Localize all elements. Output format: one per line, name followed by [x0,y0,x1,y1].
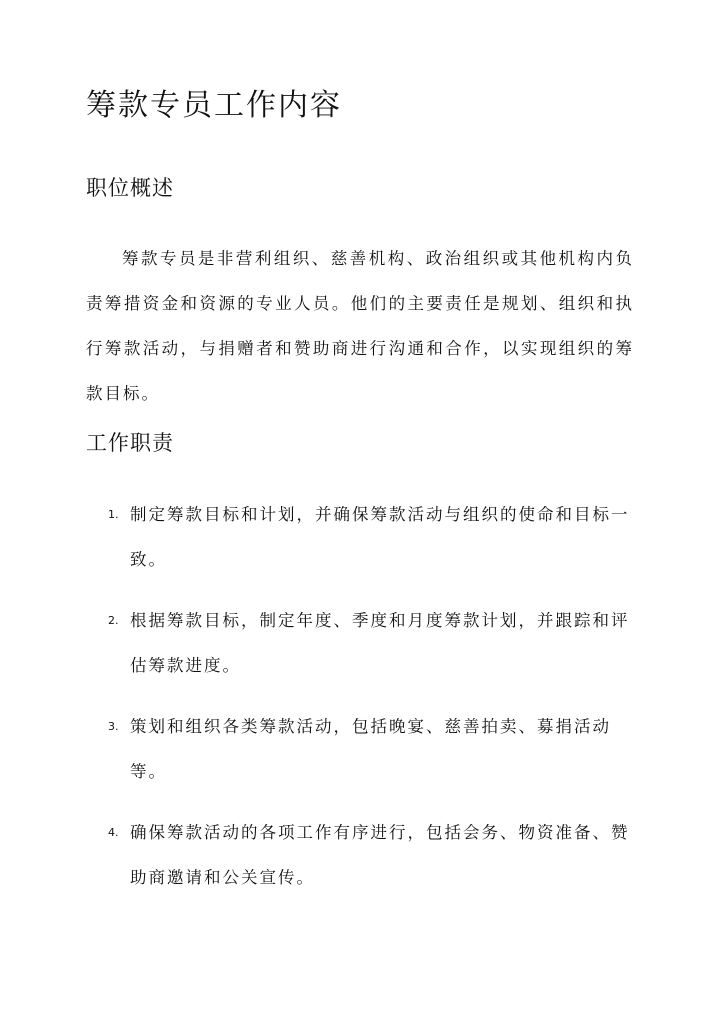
duty-text: 根据筹款目标，制定年度、季度和月度筹款计划，并跟踪和评估筹款进度。 [130,611,630,675]
duty-text: 制定筹款目标和计划，并确保筹款活动与组织的使命和目标一致。 [130,505,630,569]
duty-text: 确保筹款活动的各项工作有序进行，包括会务、物资准备、赞助商邀请和公关宣传。 [130,823,630,887]
duty-item-3 [86,704,634,794]
duty-item-4 [86,810,634,900]
section-heading-overview: 职位概述 [86,176,174,200]
duty-item-1 [86,492,634,582]
duty-number: 1. [108,508,119,521]
duties-list [86,492,634,916]
duty-text: 策划和组织各类筹款活动，包括晚宴、慈善拍卖、募捐活动等。 [130,717,611,781]
overview-paragraph: 筹款专员是非营利组织、慈善机构、政治组织或其他机构内负责筹措资金和资源的专业人员。他们的主要责任是规划、组织和执行筹款活动，与捐赠者和赞助商进行沟通和合作，以实现组织的筹款目标。 [86,249,634,403]
duty-number: 3. [108,720,119,733]
section-heading-duties: 工作职责 [86,431,174,455]
duty-number: 2. [108,614,119,627]
duty-item-2 [86,598,634,688]
duty-number: 4. [108,826,119,839]
document-title: 筹款专员工作内容 [86,88,342,123]
